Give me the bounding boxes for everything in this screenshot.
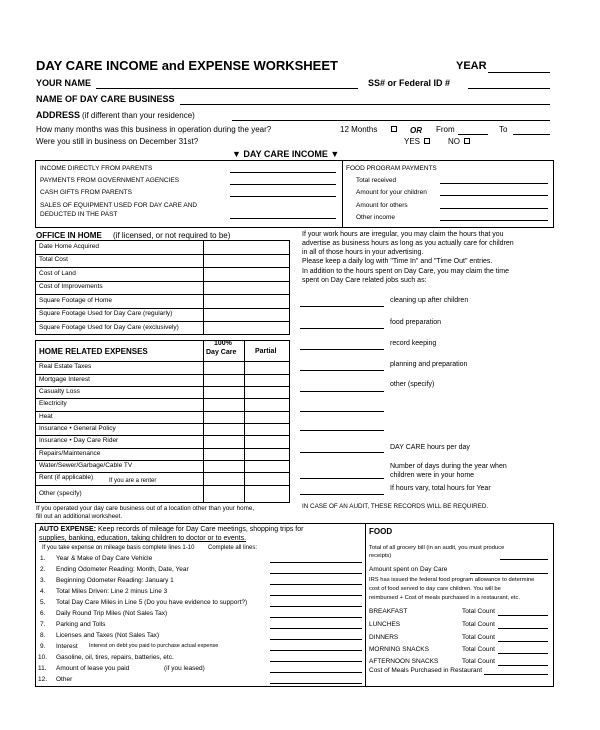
hours-intro: in all of those hours in your advertising.: [302, 249, 424, 256]
auto-heading-text: Keep records of mileage for Day Care meetings, shopping trips for: [98, 526, 304, 533]
col-daycare-100: 100%: [214, 340, 232, 347]
other-specify-field-2[interactable]: [300, 430, 384, 431]
auto-row: Gasoline, oil, tires, repairs, batteries, etc.: [56, 654, 174, 661]
income-row: DEDUCTED IN THE PAST: [40, 211, 118, 218]
auto-row-num: 7.: [40, 621, 46, 628]
job-field[interactable]: [300, 349, 384, 350]
address-label: ADDRESS: [36, 110, 81, 120]
meal-count-field[interactable]: [498, 653, 548, 654]
food-program-field[interactable]: [440, 208, 548, 209]
auto-row-num: 9.: [40, 643, 46, 650]
home-expenses-footer-2: fill out an additional worksheet.: [36, 513, 123, 520]
income-field[interactable]: [230, 184, 336, 185]
auto-field[interactable]: [270, 617, 362, 618]
office-row: Square Footage Used for Day Care (regularly): [39, 310, 173, 317]
ssn-field[interactable]: [468, 88, 550, 89]
auto-row: Other: [56, 676, 73, 683]
auto-interest-note: Interest on debt you paid to purchase actual expense: [89, 643, 219, 649]
job-field[interactable]: [300, 391, 384, 392]
meal-label: MORNING SNACKS: [369, 646, 429, 653]
business-name-field[interactable]: [180, 104, 550, 105]
food-line: reimbursed + Cost of meals purchased in a restaurant, etc.: [369, 595, 520, 601]
auto-field[interactable]: [270, 606, 362, 607]
food-program-row: Amount for others: [356, 202, 408, 209]
income-row: CASH GIFTS FROM PARENTS: [40, 189, 132, 196]
auto-row: Total Day Care Miles in Line 5 (Do you have evidence to support?): [56, 599, 248, 606]
home-expense-row: Electricity: [39, 400, 67, 407]
office-row: Total Cost: [39, 256, 68, 263]
home-expense-row: Heat: [39, 413, 53, 420]
food-line: IRS has issued the federal food program allowance to determine: [369, 577, 535, 583]
food-program-field[interactable]: [440, 195, 548, 196]
home-expense-row: Repairs/Maintenance: [39, 450, 101, 457]
income-row: INCOME DIRECTLY FROM PARENTS: [40, 165, 153, 172]
meal-count-field[interactable]: [498, 641, 548, 642]
meal-label: DINNERS: [369, 634, 399, 641]
months-checkbox[interactable]: [391, 126, 397, 132]
auto-row-num: 5.: [40, 599, 46, 606]
your-name-label: YOUR NAME: [36, 78, 92, 88]
food-program-field[interactable]: [440, 183, 548, 184]
your-name-field[interactable]: [96, 88, 358, 89]
auto-row-num: 8.: [40, 632, 46, 639]
food-line: receipts): [369, 553, 392, 559]
meal-count-field[interactable]: [498, 615, 548, 616]
food-program-row: Other income: [356, 214, 396, 221]
total-count-label: Total Count: [462, 634, 495, 641]
office-row: Square Footage Used for Day Care (exclusively): [39, 324, 179, 331]
to-label: To: [499, 125, 508, 134]
income-field[interactable]: [230, 218, 336, 219]
food-program-field[interactable]: [440, 220, 548, 221]
business-name-label: NAME OF DAY CARE BUSINESS: [36, 94, 175, 104]
from-field[interactable]: [458, 134, 488, 135]
auto-row: Beginning Odometer Reading: January 1: [56, 577, 174, 584]
auto-field[interactable]: [270, 683, 362, 684]
meal-count-field[interactable]: [498, 628, 548, 629]
food-program-row: Amount for your children: [356, 189, 427, 196]
auto-field[interactable]: [270, 639, 362, 640]
home-expense-row: Mortgage Interest: [39, 376, 90, 383]
auto-row-num: 11.: [38, 665, 47, 672]
auto-field[interactable]: [270, 595, 362, 596]
job-field[interactable]: [300, 370, 384, 371]
job-label: other (specify): [390, 381, 435, 388]
job-label: food preparation: [390, 319, 441, 326]
home-expense-row: Insurance • General Policy: [39, 425, 116, 432]
auto-heading-label: AUTO EXPENSE:: [39, 526, 97, 533]
food-line: Total of all grocery bill (in an audit, you must produce: [369, 545, 505, 551]
days-label-2: children were in your home: [390, 472, 475, 479]
auto-row-num: 3.: [40, 577, 46, 584]
auto-row-note: (if you leased): [164, 665, 205, 672]
yes-label: YES: [404, 137, 421, 146]
auto-field[interactable]: [270, 584, 362, 585]
auto-row-num: 10.: [38, 654, 48, 661]
job-label: record keeping: [390, 340, 437, 347]
income-row: PAYMENTS FROM GOVERNMENT AGENCIES: [40, 177, 180, 184]
auto-row: Parking and Tolls: [56, 621, 106, 628]
meal-label: LUNCHES: [369, 621, 401, 628]
hours-intro: spent on Day Care related jobs such as:: [302, 277, 427, 284]
home-expense-row: Other (specify): [39, 490, 82, 497]
address-field[interactable]: [232, 120, 550, 121]
auto-field[interactable]: [270, 650, 362, 651]
office-row: Cost of Land: [39, 270, 76, 277]
office-row: Cost of Improvements: [39, 283, 103, 290]
job-field[interactable]: [300, 328, 384, 329]
auto-field[interactable]: [270, 573, 362, 574]
auto-subnote-or: Complete all lines:: [208, 545, 258, 551]
restaurant-label: Cost of Meals Purchased in Restaurant: [369, 667, 483, 674]
food-line: cost of food served to day care children. You will be: [369, 586, 501, 592]
food-program-row: Total received: [356, 177, 397, 184]
meal-label: BREAKFAST: [369, 608, 408, 615]
home-expenses-heading: HOME RELATED EXPENSES: [39, 347, 148, 356]
job-label: planning and preparation: [390, 361, 468, 368]
hours-per-day-field[interactable]: [300, 452, 384, 453]
hours-intro: Please keep a daily log with "Time In" and "Time Out" entries.: [302, 258, 493, 265]
office-row: Date Home Acquired: [39, 243, 99, 250]
auto-row-num: 12.: [38, 676, 48, 683]
no-label: NO: [448, 137, 460, 146]
auto-row-num: 2.: [40, 566, 46, 573]
home-expense-row: Casualty Loss: [39, 388, 80, 395]
audit-note: IN CASE OF AN AUDIT, THESE RECORDS WILL BE REQUIRED.: [302, 503, 489, 510]
food-heading: FOOD: [369, 527, 393, 536]
total-count-label: Total Count: [462, 646, 495, 653]
auto-subnote: If you take expense on mileage basis complete lines 1-10: [42, 545, 195, 551]
office-heading-note: (if licensed, or not required to be): [113, 231, 231, 240]
food-program-heading: FOOD PROGRAM PAYMENTS: [346, 165, 437, 172]
restaurant-field[interactable]: [484, 674, 548, 675]
auto-field[interactable]: [270, 562, 362, 563]
col-daycare: Day Care: [206, 349, 237, 356]
home-expense-row: Insurance • Day Care Rider: [39, 437, 119, 444]
office-heading: OFFICE IN HOME: [36, 231, 102, 240]
auto-row-num: 4.: [40, 588, 46, 595]
auto-row: Ending Odometer Reading: Month, Date, Year: [56, 566, 189, 573]
home-expense-row: Water/Sewer/Garbage/Cable TV: [39, 462, 133, 469]
food-daycare-field[interactable]: [470, 573, 548, 574]
auto-field[interactable]: [270, 672, 362, 673]
meal-label: AFTERNOON SNACKS: [369, 658, 439, 665]
total-count-label: Total Count: [462, 658, 495, 665]
auto-row: Year & Make of Day Care Vehicle: [56, 555, 153, 562]
income-row: SALES OF EQUIPMENT USED FOR DAY CARE AND: [40, 202, 198, 209]
months-question: How many months was this business in operation during the year?: [36, 125, 272, 134]
year-field[interactable]: [488, 72, 550, 73]
meal-count-field[interactable]: [498, 665, 548, 666]
income-field[interactable]: [230, 196, 336, 197]
total-count-label: Total Count: [462, 608, 495, 615]
hours-per-day-label: DAY CARE hours per day: [390, 444, 470, 451]
auto-heading: [39, 526, 303, 533]
irregular-hours-field[interactable]: [300, 494, 384, 495]
income-heading: ▼ DAY CARE INCOME ▼: [232, 149, 340, 159]
auto-field[interactable]: [270, 628, 362, 629]
months-value: 12 Months: [340, 125, 378, 134]
auto-row: Amount of lease you paid: [56, 665, 130, 672]
auto-field[interactable]: [270, 661, 362, 662]
auto-row: Licenses and Taxes (Not Sales Tax): [56, 632, 160, 639]
yes-checkbox[interactable]: [424, 138, 430, 144]
auto-row: Interest: [56, 643, 78, 650]
no-checkbox[interactable]: [464, 138, 470, 144]
page-title: DAY CARE INCOME and EXPENSE WORKSHEET: [36, 58, 338, 73]
hours-intro: advertise as business hours as long as you actually care for children: [302, 240, 514, 247]
other-specify-field[interactable]: [300, 411, 384, 412]
or-label: OR: [410, 126, 422, 135]
to-field[interactable]: [513, 134, 550, 135]
ssn-label: SS# or Federal ID #: [368, 78, 451, 88]
irregular-hours-label: If hours vary, total hours for Year: [390, 485, 491, 492]
income-field[interactable]: [230, 172, 336, 173]
total-count-label: Total Count: [462, 621, 495, 628]
auto-row-num: 1.: [40, 555, 46, 562]
office-row: Square Footage of Home: [39, 297, 112, 304]
grocery-field[interactable]: [500, 559, 548, 560]
col-partial: Partial: [255, 348, 277, 355]
auto-row: Total Miles Driven: Line 2 minus Line 3: [56, 588, 168, 595]
still-question: Were you still in business on December 31st?: [36, 137, 199, 146]
home-expenses-footer: If you operated your day care business out of a location other than your home,: [36, 505, 255, 512]
job-label: cleaning up after children: [390, 297, 469, 304]
from-label: From: [436, 125, 455, 134]
days-label: Number of days during the year when: [390, 463, 507, 470]
home-expense-row: Real Estate Taxes: [39, 363, 92, 370]
food-line: Amount spent on Day Care: [369, 566, 448, 573]
auto-row-num: 6.: [40, 610, 46, 617]
year-label: YEAR: [456, 60, 487, 72]
address-note: (if different than your residence): [82, 111, 195, 120]
days-field[interactable]: [300, 478, 384, 479]
auto-heading-text-2: supplies, banking, education, taking children to doctor or to events.: [39, 535, 247, 542]
auto-row: Daily Round Trip Miles (Not Sales Tax): [56, 610, 168, 617]
home-expense-row: Rent (if applicable): [39, 474, 94, 481]
rent-note: If you are a renter: [109, 478, 157, 484]
hours-intro: If your work hours are irregular, you may claim the hours that you: [302, 231, 504, 238]
job-field[interactable]: [300, 306, 384, 307]
hours-intro: In addition to the hours spent on Day Care, you may claim the time: [302, 268, 509, 275]
